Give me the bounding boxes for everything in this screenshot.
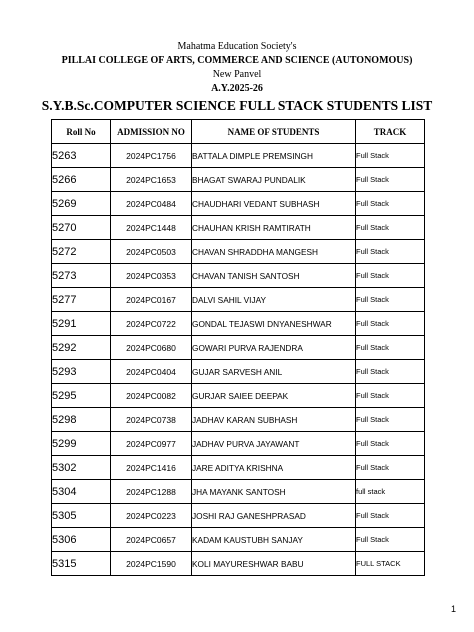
student-name-cell: CHAVAN SHRADDHA MANGESH — [192, 240, 356, 264]
column-header-name: NAME OF STUDENTS — [192, 120, 356, 144]
track-cell: Full Stack — [356, 528, 425, 552]
student-name-cell: JARE ADITYA KRISHNA — [192, 456, 356, 480]
track-cell: Full Stack — [356, 192, 425, 216]
student-name-cell: GURJAR SAIEE DEEPAK — [192, 384, 356, 408]
roll-cell: 5315 — [52, 552, 111, 576]
roll-cell: 5295 — [52, 384, 111, 408]
student-name-cell: CHAUDHARI VEDANT SUBHASH — [192, 192, 356, 216]
table-row — [52, 192, 425, 216]
student-name-cell: CHAUHAN KRISH RAMTIRATH — [192, 216, 356, 240]
document-header — [0, 40, 474, 115]
table-row — [52, 360, 425, 384]
track-cell: Full Stack — [356, 432, 425, 456]
track-cell: Full Stack — [356, 312, 425, 336]
track-cell: Full Stack — [356, 360, 425, 384]
admission-cell: 2024PC1448 — [111, 216, 192, 240]
track-cell: Full Stack — [356, 288, 425, 312]
students-table — [51, 119, 425, 576]
admission-cell: 2024PC0738 — [111, 408, 192, 432]
table-row — [52, 312, 425, 336]
admission-cell: 2024PC0484 — [111, 192, 192, 216]
student-name-cell: JADHAV KARAN SUBHASH — [192, 408, 356, 432]
roll-cell: 5273 — [52, 264, 111, 288]
column-header-track: TRACK — [356, 120, 425, 144]
admission-cell: 2024PC1756 — [111, 144, 192, 168]
table-row — [52, 456, 425, 480]
admission-cell: 2024PC1416 — [111, 456, 192, 480]
student-name-cell: JOSHI RAJ GANESHPRASAD — [192, 504, 356, 528]
roll-cell: 5277 — [52, 288, 111, 312]
student-name-cell: JHA MAYANK SANTOSH — [192, 480, 356, 504]
table-row — [52, 240, 425, 264]
admission-cell: 2024PC0657 — [111, 528, 192, 552]
track-cell: FULL STACK — [356, 552, 425, 576]
student-name-cell: GONDAL TEJASWI DNYANESHWAR — [192, 312, 356, 336]
page-number: 1 — [451, 604, 457, 614]
student-name-cell: DALVI SAHIL VIJAY — [192, 288, 356, 312]
admission-cell: 2024PC1653 — [111, 168, 192, 192]
roll-cell: 5292 — [52, 336, 111, 360]
table-body — [52, 144, 425, 576]
table-row — [52, 144, 425, 168]
track-cell: full stack — [356, 480, 425, 504]
table-row — [52, 288, 425, 312]
admission-cell: 2024PC0680 — [111, 336, 192, 360]
roll-cell: 5298 — [52, 408, 111, 432]
track-cell: Full Stack — [356, 456, 425, 480]
admission-cell: 2024PC1288 — [111, 480, 192, 504]
table-row — [52, 528, 425, 552]
track-cell: Full Stack — [356, 504, 425, 528]
society-name: Mahatma Education Society's — [177, 41, 297, 52]
table-row — [52, 432, 425, 456]
roll-cell: 5302 — [52, 456, 111, 480]
table-row — [52, 264, 425, 288]
student-name-cell: JADHAV PURVA JAYAWANT — [192, 432, 356, 456]
track-cell: Full Stack — [356, 144, 425, 168]
academic-year: A.Y.2025-26 — [211, 83, 263, 94]
table-row — [52, 408, 425, 432]
roll-cell: 5299 — [52, 432, 111, 456]
admission-cell: 2024PC0722 — [111, 312, 192, 336]
roll-cell: 5269 — [52, 192, 111, 216]
track-cell: Full Stack — [356, 384, 425, 408]
column-header-roll: Roll No — [52, 120, 111, 144]
table-row — [52, 384, 425, 408]
admission-cell: 2024PC0503 — [111, 240, 192, 264]
track-cell: Full Stack — [356, 336, 425, 360]
roll-cell: 5291 — [52, 312, 111, 336]
table-row — [52, 168, 425, 192]
track-cell: Full Stack — [356, 264, 425, 288]
college-name: PILLAI COLLEGE OF ARTS, COMMERCE AND SCIENCE (AUTONOMOUS) — [61, 55, 413, 66]
student-name-cell: KADAM KAUSTUBH SANJAY — [192, 528, 356, 552]
roll-cell: 5304 — [52, 480, 111, 504]
roll-cell: 5306 — [52, 528, 111, 552]
table-row — [52, 336, 425, 360]
table-row — [52, 552, 425, 576]
admission-cell: 2024PC0223 — [111, 504, 192, 528]
student-name-cell: BATTALA DIMPLE PREMSINGH — [192, 144, 356, 168]
track-cell: Full Stack — [356, 168, 425, 192]
admission-cell: 2024PC1590 — [111, 552, 192, 576]
roll-cell: 5263 — [52, 144, 111, 168]
track-cell: Full Stack — [356, 216, 425, 240]
student-name-cell: BHAGAT SWARAJ PUNDALIK — [192, 168, 356, 192]
list-title: S.Y.B.Sc.COMPUTER SCIENCE FULL STACK STUDENTS LIST — [41, 98, 433, 113]
student-name-cell: KOLI MAYURESHWAR BABU — [192, 552, 356, 576]
roll-cell: 5272 — [52, 240, 111, 264]
table-header-row — [52, 120, 425, 144]
college-location: New Panvel — [212, 69, 262, 80]
admission-cell: 2024PC0977 — [111, 432, 192, 456]
roll-cell: 5270 — [52, 216, 111, 240]
roll-cell: 5293 — [52, 360, 111, 384]
track-cell: Full Stack — [356, 408, 425, 432]
roll-cell: 5266 — [52, 168, 111, 192]
admission-cell: 2024PC0404 — [111, 360, 192, 384]
table-row — [52, 480, 425, 504]
admission-cell: 2024PC0353 — [111, 264, 192, 288]
column-header-admission: ADMISSION NO — [111, 120, 192, 144]
admission-cell: 2024PC0167 — [111, 288, 192, 312]
roll-cell: 5305 — [52, 504, 111, 528]
student-name-cell: GUJAR SARVESH ANIL — [192, 360, 356, 384]
admission-cell: 2024PC0082 — [111, 384, 192, 408]
student-name-cell: CHAVAN TANISH SANTOSH — [192, 264, 356, 288]
track-cell: Full Stack — [356, 240, 425, 264]
table-row — [52, 216, 425, 240]
student-name-cell: GOWARI PURVA RAJENDRA — [192, 336, 356, 360]
table-row — [52, 504, 425, 528]
